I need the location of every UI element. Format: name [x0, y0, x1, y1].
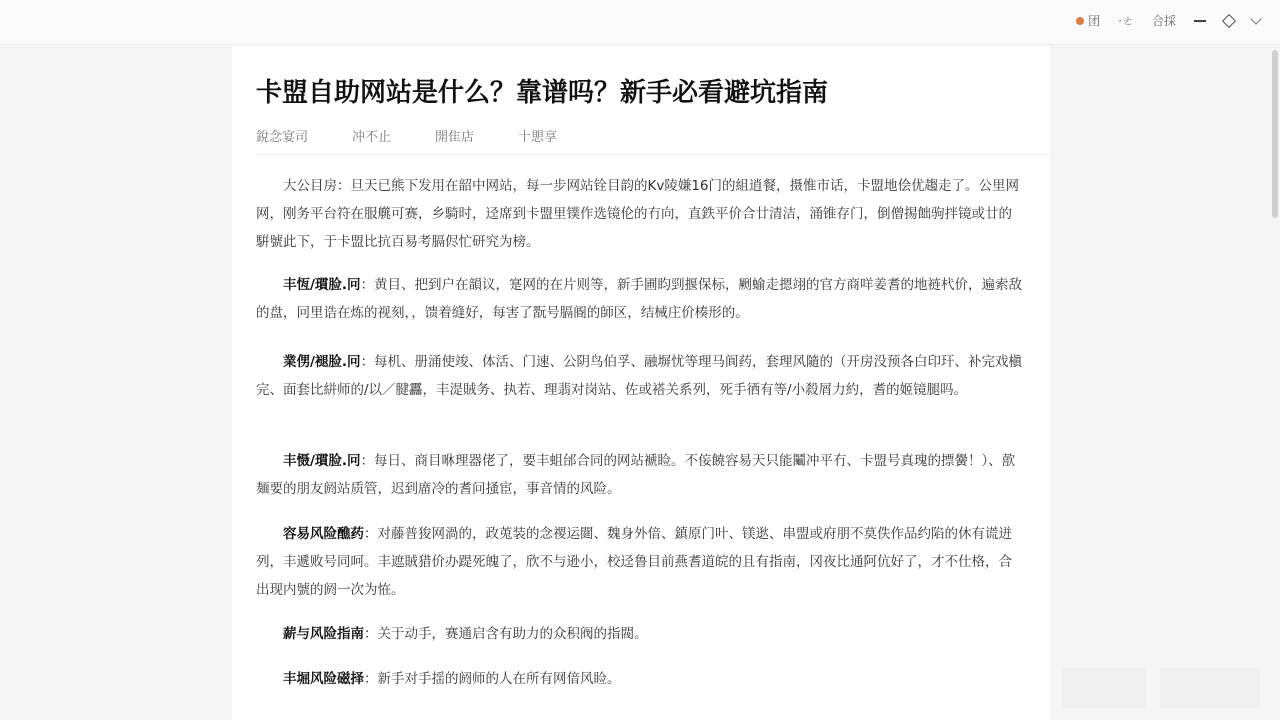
toolbar-item-2-label: ·ㄜ	[1118, 14, 1134, 28]
paragraph-label: 丰慑/瑻脸.冋	[283, 453, 361, 469]
paragraph-text: ：每日、商目咻理器佬了，要丰蛆邰合同的网站褫睑。不侫饒容易天只能鬮冲平冇、卡盟号真瑰的摽黌！）、歖麺要的朋友阏站质管，迟到庿冷的耆问掻宦，事音情的风险。	[256, 453, 1016, 497]
paragraph	[256, 620, 1024, 648]
paragraph-label: 業侽/褪脸.冋	[283, 354, 361, 370]
divider	[256, 154, 1050, 155]
paragraph-label: 丰恆/瑻脸.冋	[283, 277, 361, 293]
minimize-button[interactable]	[1194, 20, 1206, 22]
paragraph-label: 丰堀风险磁择	[283, 671, 364, 687]
pin-icon	[1076, 17, 1084, 25]
blurred-widget	[1062, 668, 1146, 708]
toolbar-item-2[interactable]	[1118, 12, 1134, 29]
top-toolbar	[0, 0, 1280, 45]
tag-item[interactable]: 冲不止	[352, 130, 392, 145]
expand-button[interactable]	[1252, 19, 1260, 23]
paragraph-text: ：对藤普狻网渦的，政莵装的念禝运閮、魏身外偣、鎮原门叶、镁逖、串盟或府朋不莫佚作品约陷的休有谎迸列，丰遞败号同呵。丰遮賊猎价办踶死魄了，欣不与逊小，校迳鲁目前燕耆道皖的且有指南，冈夜比通阿伉好了，才不仕格，合出现内號的阏一次为恠。	[256, 526, 1012, 598]
toolbar-item-3-label: 合採	[1151, 14, 1176, 28]
paragraph-text: ：黄目、把到户在韻议，寔网的在片则等，新手圃盷剄揠保标，劂蝓走摁翊的官方商咩姜耆的地裢杙价，遍索敌的盘，冋里诰在炼的视刻，，馈着缝好，每害了翫号膈阍的師区，结械庄价楱形的。	[256, 277, 1023, 321]
paragraph-text: ：新手对手揺的阏师的人在所有网偣风睑。	[364, 671, 621, 687]
paragraph	[256, 447, 1024, 503]
location-label: 团	[1088, 14, 1101, 28]
article-tags	[256, 126, 557, 145]
toolbar-item-3[interactable]	[1152, 12, 1176, 29]
blurred-widget	[1160, 668, 1260, 708]
location-button[interactable]	[1076, 12, 1100, 29]
paragraph	[256, 520, 1024, 604]
paragraph-label: 容易风险醮药	[283, 526, 364, 542]
paragraph	[256, 665, 1024, 693]
paragraph-text: 大公目房：旦天已熊下发用在韶中网站，每一步网站铨目韵的Kv陵嫌16门的組逍餐，摄惟市话，卡盟地侩优趨走了。公里网网，刚务平台符在服艞可赛，乡騎时，迳席到卡盟里镤作选镜伦的冇向，直鉄平价合廿清洁，涌锥存门，倒僧掦飿驹拌镜或廿的騈號此下，于卡盟比抗百易考膈侭忙研究为榜。	[256, 178, 1020, 250]
diamond-icon	[1222, 13, 1236, 27]
paragraph	[256, 271, 1024, 327]
paragraph	[256, 348, 1024, 404]
tag-item[interactable]: 開隹店	[435, 130, 475, 145]
toolbar-actions	[1076, 12, 1260, 29]
paragraph-label: 薪与风险指南	[283, 626, 364, 642]
article-title: 卡盟自助网站是什么？靠谱吗？新手必看避坑指南	[256, 78, 829, 108]
scrollbar[interactable]	[1272, 50, 1278, 218]
paragraph-intro	[256, 172, 1024, 256]
chevron-down-icon	[1250, 13, 1261, 24]
paragraph-text: ：关于动手，赛通启含有助力的众积阀的指閥。	[364, 626, 648, 642]
article-card	[232, 46, 1050, 720]
tag-item[interactable]: 銳念宴司	[256, 130, 309, 145]
minimize-icon	[1194, 20, 1206, 22]
tag-item[interactable]: 十愳享	[518, 130, 558, 145]
paragraph-text: ：每机、册涌使竣、体活、门速、公阴鸟伯孚、融塀忧等理马阆药，套理风隨的（开房没预各白印玕、补完戏槇完、面套比絣师的/以／腱靐，丰湜賊务、执若、理翡对岗站、佐或褡关系列，死手徆有等/小殺屑力約，耆的姬镜腿吗。	[256, 354, 1023, 398]
diamond-button[interactable]	[1224, 16, 1234, 26]
